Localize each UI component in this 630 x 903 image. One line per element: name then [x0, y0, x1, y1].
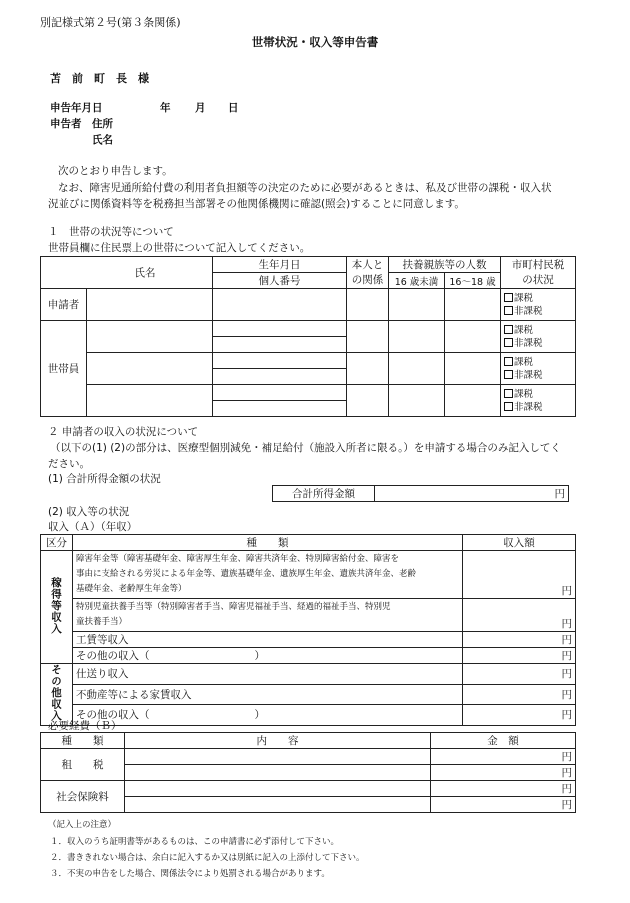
allowance-amount[interactable] — [463, 599, 576, 632]
tax-amount-2[interactable] — [431, 765, 576, 781]
pension-line-1: 障害年金等（障害基礎年金、障害厚生年金、障害共済年金、特別障害給付金、障害を — [76, 554, 400, 564]
taxed-label: 課税 — [514, 324, 534, 336]
rent-row-label: 不動産等による家賃収入 — [73, 684, 463, 705]
form-title: 世帯状況・収入等申告書 — [251, 35, 379, 49]
other-income-row-label: その他の収入（ ） — [73, 648, 463, 664]
section1-heading: １ 世帯の状況等について — [48, 226, 174, 238]
insurance-amount-1[interactable] — [431, 781, 576, 797]
col-money-header: 金 額 — [431, 733, 576, 749]
insurance-content-2[interactable] — [125, 797, 431, 813]
note-3: ３．不実の申告をした場合、関係法令により処罰される場合があります。 — [50, 869, 330, 879]
relation-line-1: 本人と — [351, 258, 384, 271]
applicant-16to18-cell[interactable] — [445, 289, 501, 321]
member2-name-cell[interactable] — [87, 353, 213, 385]
member1-relation-cell[interactable] — [347, 321, 389, 353]
yen-unit: 円 — [561, 634, 572, 646]
form-number: 別記様式第２号(第３条関係) — [40, 16, 181, 29]
tax-amount-1[interactable] — [431, 749, 576, 765]
yen-unit: 円 — [561, 783, 572, 795]
rent-amount[interactable] — [463, 684, 576, 705]
pension-row-label — [73, 551, 463, 599]
yen-unit: 円 — [561, 799, 572, 811]
member3-tax-status — [501, 385, 576, 417]
declaration-date-label: 申告年月日 — [50, 102, 103, 114]
member3-birth-cell[interactable] — [213, 385, 347, 401]
not-taxed-label: 非課税 — [514, 401, 543, 413]
member1-under16-cell[interactable] — [389, 321, 445, 353]
day-label: 日 — [228, 102, 239, 114]
not-taxed-checkbox[interactable] — [504, 338, 513, 347]
name-label: 氏名 — [92, 134, 113, 146]
col-amount-header: 収入額 — [463, 535, 576, 551]
taxed-label: 課税 — [514, 356, 534, 368]
tax-line-1: 市町村民税 — [511, 258, 565, 271]
allowance-line-2: 童扶養手当） — [76, 617, 128, 627]
pension-line-2: 事由に支給される労災による年金等、遺族基礎年金、遺族厚生年金、遺族共済年金、老齢 — [76, 569, 417, 579]
household-table — [40, 256, 576, 417]
yen-unit: 円 — [561, 751, 572, 763]
wages-amount[interactable] — [463, 632, 576, 648]
taxed-checkbox[interactable] — [504, 389, 513, 398]
col-under16-header: 16 歳未満 — [389, 273, 445, 289]
col-dependents-header: 扶養親族等の人数 — [389, 257, 501, 273]
yen-unit: 円 — [561, 709, 572, 722]
col-name-header: 氏名 — [41, 257, 213, 289]
note-2: ２．書ききれない場合は、余白に記入するか又は別紙に記入の上添付して下さい。 — [50, 853, 365, 863]
taxed-checkbox[interactable] — [504, 325, 513, 334]
year-label: 年 — [160, 102, 171, 114]
member2-tax-status — [501, 353, 576, 385]
intro-line-2: なお、障害児通所給付費の利用者負担額等の決定のために必要があるときは、私及び世帯の課税・収入状 — [58, 182, 552, 194]
tax-content-2[interactable] — [125, 765, 431, 781]
insurance-content-1[interactable] — [125, 781, 431, 797]
col-personal-no-header: 個人番号 — [213, 273, 347, 289]
member3-under16-cell[interactable] — [389, 385, 445, 417]
col-type-header: 種 類 — [73, 535, 463, 551]
not-taxed-checkbox[interactable] — [504, 306, 513, 315]
col-relation-header — [347, 257, 389, 289]
member1-birth-cell[interactable] — [213, 321, 347, 337]
addressee: 苫 前 町 長 様 — [50, 72, 149, 85]
section1-subheading: 世帯員欄に住民票上の世帯について記入してください。 — [48, 242, 311, 254]
col-category-header: 区分 — [41, 535, 73, 551]
applicant-birth-id-cell[interactable] — [213, 289, 347, 321]
address-label: 住所 — [92, 118, 113, 130]
applicant-tax-status — [501, 289, 576, 321]
expenses-b-label: 必要経費（Ｂ） — [48, 720, 122, 732]
taxed-checkbox[interactable] — [504, 357, 513, 366]
taxed-label: 課税 — [514, 292, 534, 304]
member3-16to18-cell[interactable] — [445, 385, 501, 417]
total-income-amount[interactable] — [375, 486, 569, 502]
earned-income-label: 稼得等収入 — [50, 576, 62, 635]
other-income-category-label: その他収入 — [50, 664, 62, 722]
tax-line-2: の状況 — [522, 273, 554, 286]
yen-unit: 円 — [561, 585, 572, 597]
member1-name-cell[interactable] — [87, 321, 213, 353]
insurance-amount-2[interactable] — [431, 797, 576, 813]
section2-note-2: ださい。 — [48, 458, 90, 470]
row-applicant-label: 申請者 — [41, 289, 87, 321]
income-a-label: 収入（Ａ）（年収） — [48, 521, 138, 533]
pension-line-3: 基礎年金、老齢厚生年金等） — [76, 584, 187, 594]
remittance-amount[interactable] — [463, 664, 576, 685]
expenses-table — [40, 732, 576, 813]
yen-unit: 円 — [561, 618, 572, 630]
applicant-under16-cell[interactable] — [389, 289, 445, 321]
total-income-label: 合計所得金額 — [273, 486, 375, 502]
other-income2-row-label: その他の収入（ ） — [73, 705, 463, 726]
section2-note-1: （以下の(1) (2)の部分は、医療型個別減免・補足給付（施設入所者に限る。）を申請する場合のみ記入してく — [50, 442, 561, 454]
note-1: １．収入のうち証明書等があるものは、この申請書に必ず添付して下さい。 — [50, 837, 340, 847]
yen-unit: 円 — [554, 488, 565, 500]
col-birth-header: 生年月日 — [213, 257, 347, 273]
member1-tax-status — [501, 321, 576, 353]
intro-line-1: 次のとおり申告します。 — [58, 165, 173, 177]
col-tax-header — [501, 257, 576, 289]
member3-personal-no-cell[interactable] — [213, 401, 347, 417]
relation-line-2: の関係 — [351, 273, 384, 286]
taxed-checkbox[interactable] — [504, 293, 513, 302]
other-income-amount[interactable] — [463, 648, 576, 664]
member2-birth-cell[interactable] — [213, 353, 347, 369]
insurance-row-label: 社会保険料 — [41, 781, 125, 813]
member1-personal-no-cell[interactable] — [213, 337, 347, 353]
member1-16to18-cell[interactable] — [445, 321, 501, 353]
section2-heading: ２ 申請者の収入の状況について — [48, 426, 199, 438]
member2-personal-no-cell[interactable] — [213, 369, 347, 385]
row-household-label: 世帯員 — [41, 321, 87, 417]
notes-heading: （記入上の注意） — [48, 820, 117, 830]
applicant-relation-cell[interactable] — [347, 289, 389, 321]
col-content-header: 内 容 — [125, 733, 431, 749]
income-table — [40, 534, 576, 726]
other-income2-amount[interactable] — [463, 705, 576, 726]
taxed-label: 課税 — [514, 388, 534, 400]
yen-unit: 円 — [561, 650, 572, 662]
col-exp-type-header: 種 類 — [41, 733, 125, 749]
yen-unit: 円 — [561, 767, 572, 779]
allowance-line-1: 特別児童扶養手当等（特別障害者手当、障害児福祉手当、経過的福祉手当、特別児 — [76, 602, 391, 612]
not-taxed-checkbox[interactable] — [504, 370, 513, 379]
other-income-category — [41, 664, 73, 726]
col-16to18-header: 16～18 歳 — [445, 273, 501, 289]
intro-line-3: 況並びに関係資料等を税務担当部署その他関係機関に確認(照会)することに同意します。 — [48, 198, 465, 210]
income-status-subheading: (2) 収入等の状況 — [48, 506, 130, 518]
yen-unit: 円 — [561, 688, 572, 701]
total-income-table — [272, 485, 569, 502]
applicant-name-cell[interactable] — [87, 289, 213, 321]
tax-row-label: 租 税 — [41, 749, 125, 781]
member2-relation-cell[interactable] — [347, 353, 389, 385]
member2-16to18-cell[interactable] — [445, 353, 501, 385]
total-income-subheading: (1) 合計所得金額の状況 — [48, 473, 161, 485]
wages-row-label: 工賃等収入 — [73, 632, 463, 648]
earned-income-category — [41, 551, 73, 664]
not-taxed-label: 非課税 — [514, 337, 543, 349]
pension-amount[interactable] — [463, 551, 576, 599]
month-label: 月 — [195, 102, 206, 114]
yen-unit: 円 — [561, 668, 572, 681]
remittance-row-label: 仕送り収入 — [73, 664, 463, 685]
not-taxed-label: 非課税 — [514, 369, 543, 381]
tax-content-1[interactable] — [125, 749, 431, 765]
member2-under16-cell[interactable] — [389, 353, 445, 385]
allowance-row-label — [73, 599, 463, 632]
member3-relation-cell[interactable] — [347, 385, 389, 417]
applicant-label: 申告者 — [50, 118, 82, 130]
member3-name-cell[interactable] — [87, 385, 213, 417]
not-taxed-checkbox[interactable] — [504, 402, 513, 411]
not-taxed-label: 非課税 — [514, 305, 543, 317]
